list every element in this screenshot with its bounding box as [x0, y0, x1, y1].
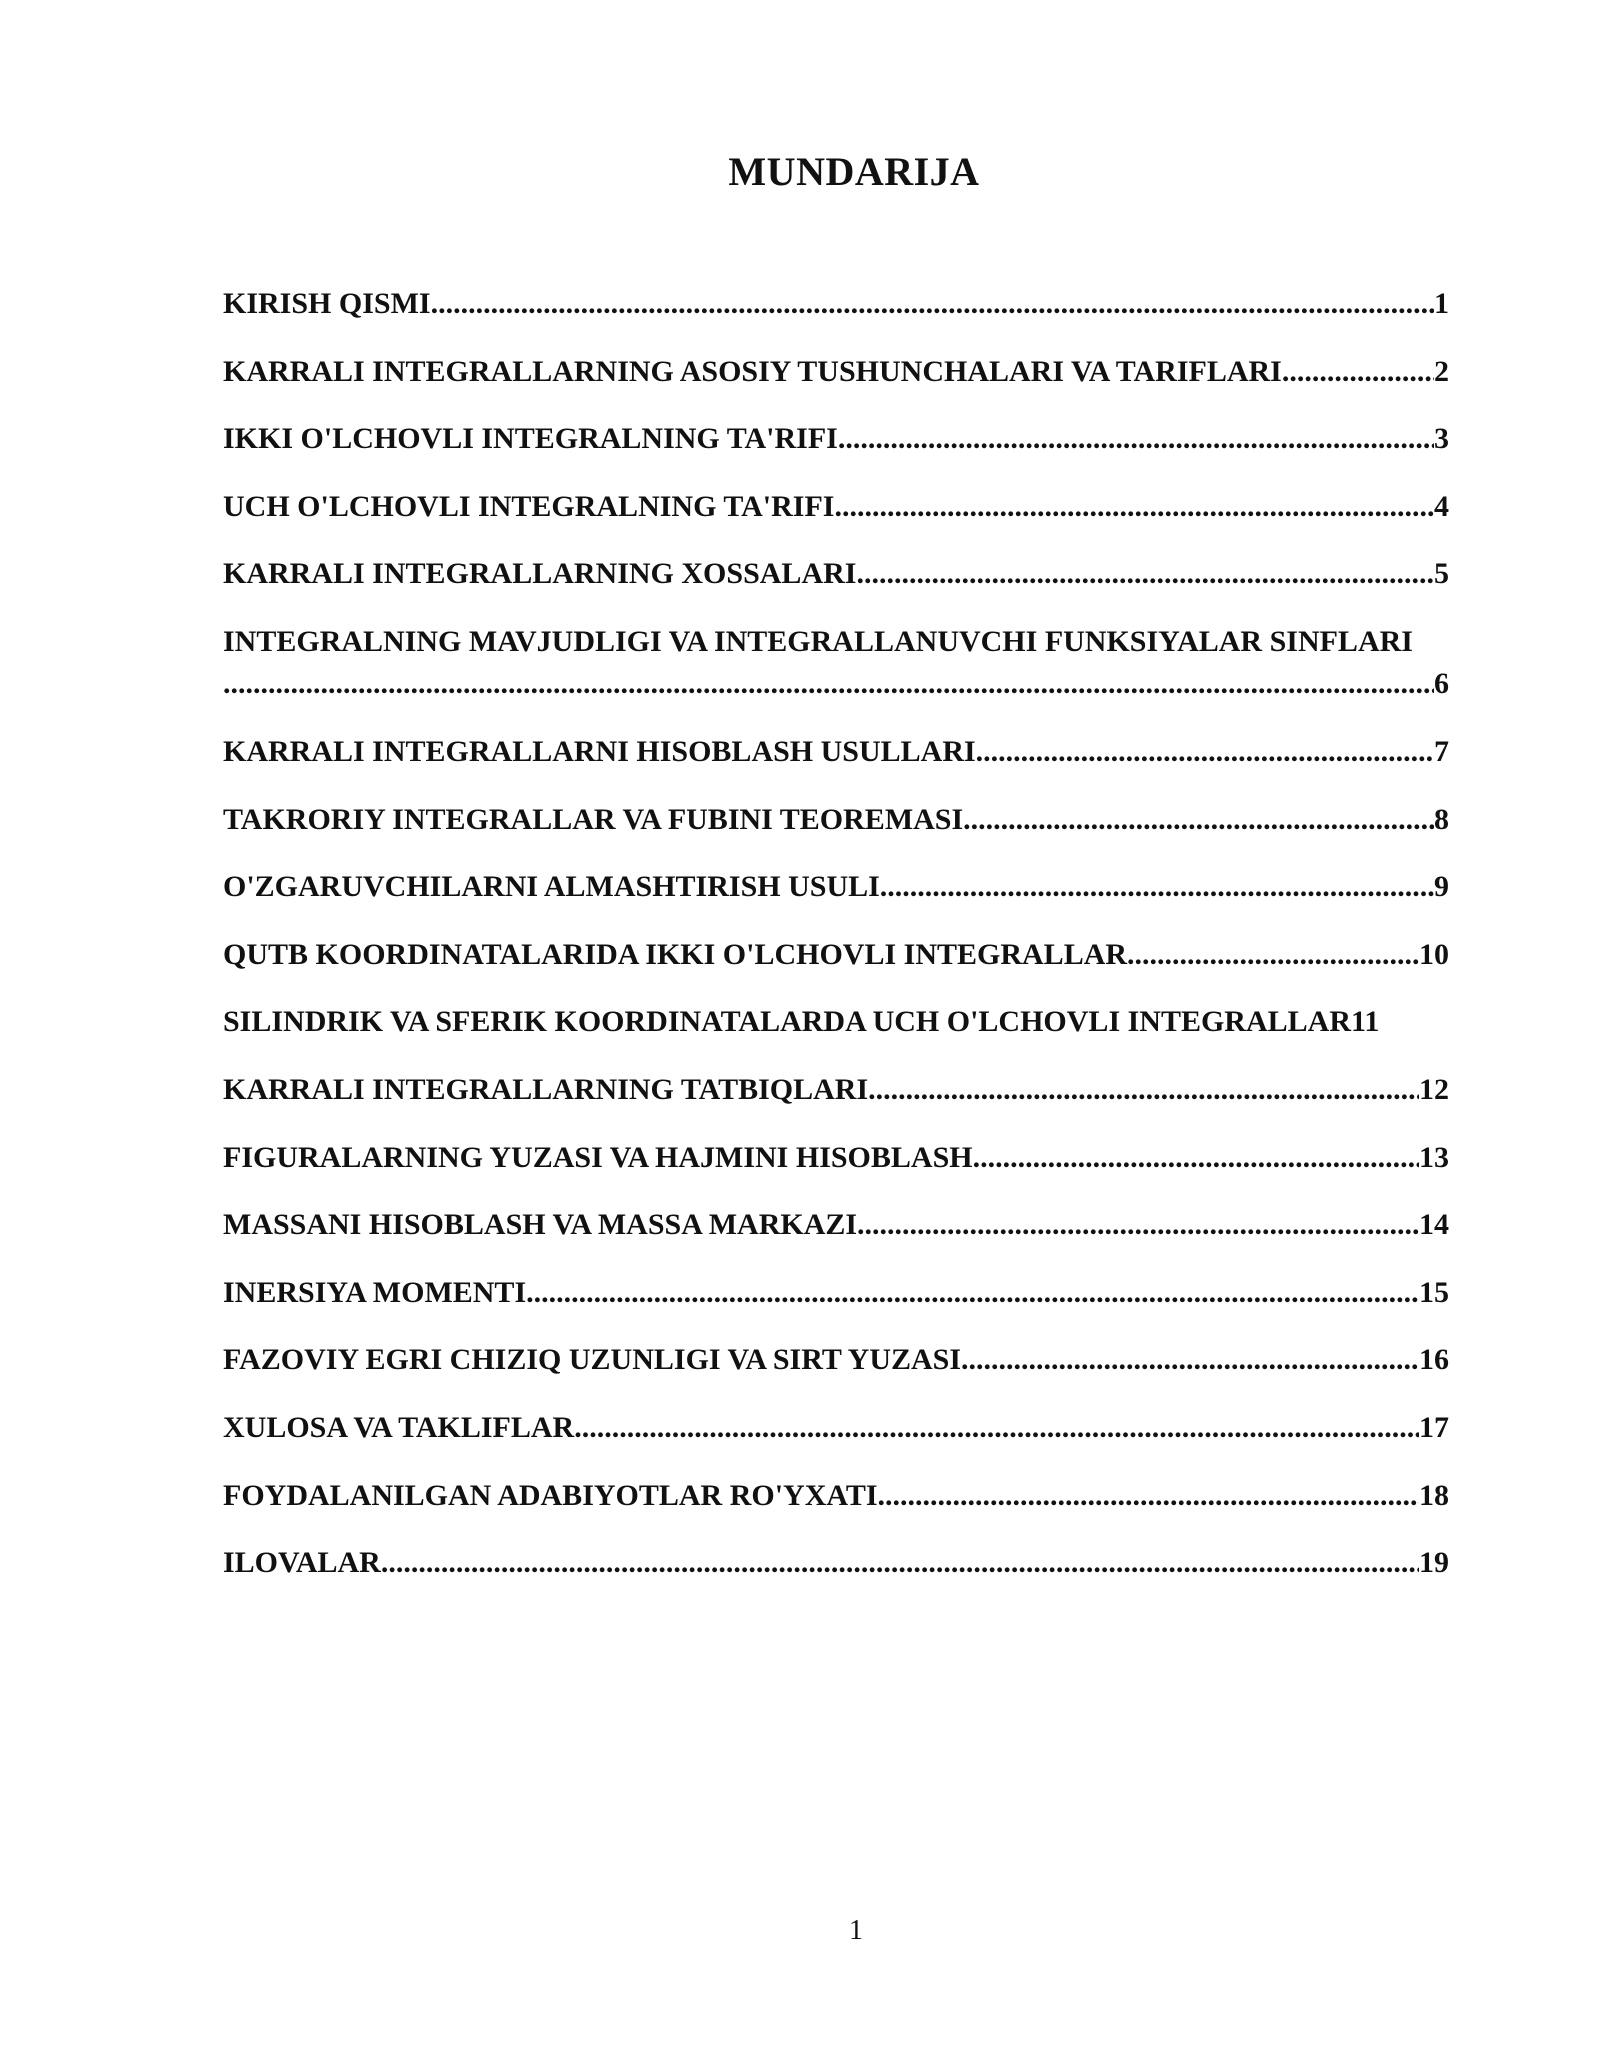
toc-entry[interactable]: [223, 1275, 1449, 1343]
toc-dot-leader: [223, 666, 1434, 702]
toc-entry[interactable]: [223, 1478, 1449, 1546]
toc-entry[interactable]: [223, 802, 1449, 870]
toc-entry-label: KIRISH QISMI: [223, 287, 431, 320]
toc-dot-leader: [574, 1410, 1419, 1446]
toc-entry-label: FOYDALANILGAN ADABIYOTLAR RO'YXATI: [223, 1478, 878, 1512]
toc-entry[interactable]: [223, 354, 1449, 422]
toc-dot-leader: [880, 869, 1434, 905]
toc-page-number: 7: [1434, 734, 1449, 768]
toc-entry-label: KARRALI INTEGRALLARNING XOSSALARI: [223, 557, 857, 591]
toc-page-number: 5: [1434, 557, 1449, 591]
toc-dot-leader: [1127, 937, 1419, 973]
toc-entry[interactable]: [223, 1342, 1449, 1410]
toc-page-number: 15: [1419, 1275, 1449, 1309]
toc-page-number: 13: [1419, 1140, 1449, 1174]
toc-entry-label: INTEGRALNING MAVJUDLIGI VA INTEGRALLANUVCHI FUNKSIYALAR SINFLARI: [223, 624, 1413, 658]
toc-dot-leader: [526, 1275, 1419, 1311]
toc-entry[interactable]: [223, 421, 1449, 489]
toc-page-number: 10: [1419, 937, 1449, 971]
toc-entry[interactable]: [223, 489, 1449, 557]
toc-dot-leader: [1282, 354, 1434, 390]
toc-entry-label: MASSANI HISOBLASH VA MASSA MARKAZI: [223, 1208, 858, 1242]
toc-page-number: 4: [1434, 489, 1449, 523]
toc-entry[interactable]: [223, 556, 1449, 624]
toc-page-number: 1: [1434, 287, 1449, 320]
toc-entry[interactable]: [223, 734, 1449, 802]
toc-entry-label: O'ZGARUVCHILARNI ALMASHTIRISH USULI: [223, 870, 880, 904]
toc-entry[interactable]: [223, 1004, 1449, 1072]
toc-dot-leader: [961, 1342, 1419, 1378]
page-title: MUNDARIJA: [728, 149, 980, 194]
toc-entry[interactable]: [223, 286, 1449, 354]
toc-entry-label: IKKI O'LCHOVLI INTEGRALNING TA'RIFI: [223, 422, 838, 456]
table-of-contents: [223, 286, 1449, 1613]
toc-entry-label: QUTB KOORDINATALARIDA IKKI O'LCHOVLI INTEGRALLAR: [223, 937, 1128, 971]
toc-entry-label: FAZOVIY EGRI CHIZIQ UZUNLIGI VA SIRT YUZASI: [223, 1343, 962, 1377]
toc-entry-label: UCH O'LCHOVLI INTEGRALNING TA'RIFI: [223, 489, 835, 523]
toc-dot-leader: [963, 802, 1434, 838]
toc-entry[interactable]: [223, 1410, 1449, 1478]
toc-entry-label: XULOSA VA TAKLIFLAR: [223, 1410, 575, 1444]
toc-dot-leader: [834, 489, 1434, 525]
toc-entry[interactable]: [223, 624, 1449, 734]
toc-entry-continuation: [223, 666, 1449, 702]
toc-page-number: 3: [1434, 422, 1449, 456]
toc-entry[interactable]: [223, 1140, 1449, 1208]
toc-page-number: 9: [1434, 870, 1449, 904]
toc-page-number: 19: [1419, 1546, 1449, 1580]
toc-dot-leader: [976, 734, 1434, 770]
toc-entry[interactable]: [223, 1072, 1449, 1140]
toc-page-number: 14: [1419, 1208, 1449, 1242]
toc-entry-label: FIGURALARNING YUZASI VA HAJMINI HISOBLASH: [223, 1140, 973, 1174]
toc-page-number: 16: [1419, 1343, 1449, 1377]
toc-dot-leader: [856, 556, 1434, 592]
toc-dot-leader: [431, 286, 1434, 322]
toc-dot-leader: [857, 1207, 1419, 1243]
toc-page-number: 17: [1419, 1410, 1449, 1444]
toc-page-number: 6: [1434, 666, 1449, 700]
toc-page-number: 8: [1434, 802, 1449, 836]
toc-page-number: 2: [1434, 354, 1449, 388]
toc-page-number: 12: [1419, 1072, 1449, 1106]
toc-entry-label: ILOVALAR: [223, 1546, 381, 1580]
toc-entry-label: KARRALI INTEGRALLARNI HISOBLASH USULLARI: [223, 734, 976, 768]
toc-entry[interactable]: [223, 869, 1449, 937]
toc-entry-label: KARRALI INTEGRALLARNING ASOSIY TUSHUNCHALARI VA TARIFLARI: [223, 354, 1282, 388]
toc-dot-leader: [878, 1478, 1419, 1514]
toc-entry-label: INERSIYA MOMENTI: [223, 1275, 527, 1309]
toc-dot-leader: [868, 1072, 1419, 1108]
toc-page-number: 18: [1419, 1478, 1449, 1512]
toc-entry[interactable]: [223, 1545, 1449, 1613]
footer-page-number: 1: [849, 1915, 863, 1946]
toc-entry-label: SILINDRIK VA SFERIK KOORDINATALARDA UCH O'LCHOVLI INTEGRALLAR: [223, 1005, 1351, 1039]
toc-dot-leader: [838, 421, 1434, 457]
toc-entry-label: TAKRORIY INTEGRALLAR VA FUBINI TEOREMASI: [223, 802, 964, 836]
toc-entry[interactable]: [223, 937, 1449, 1005]
toc-page-number: 11: [1351, 1005, 1380, 1039]
toc-dot-leader: [381, 1545, 1419, 1581]
toc-entry-label: KARRALI INTEGRALLARNING TATBIQLARI: [223, 1072, 869, 1106]
toc-dot-leader: [973, 1140, 1419, 1176]
toc-entry[interactable]: [223, 1207, 1449, 1275]
